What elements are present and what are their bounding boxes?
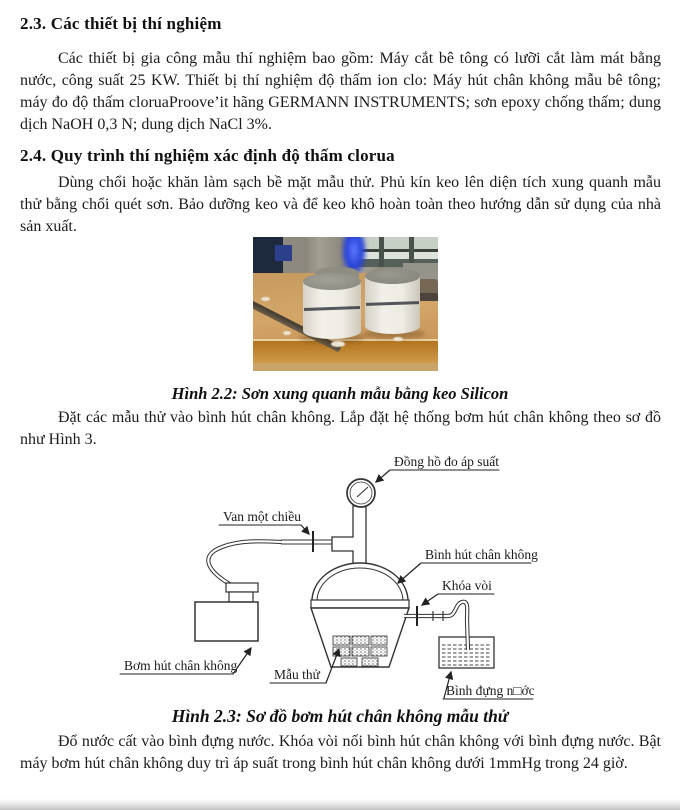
gauge-pipe (332, 506, 366, 572)
photo-debris (261, 297, 270, 301)
label-water-container: Bình đựng n□ớc (446, 683, 535, 698)
label-pressure-gauge: Đồng hồ đo áp suất (394, 455, 499, 469)
photo-table-front (253, 363, 438, 371)
label-vacuum-pump: Bơm hút chân không (124, 658, 238, 673)
label-one-way-valve: Van một chiều (223, 509, 301, 524)
label-tap-valve: Khóa vòi (442, 578, 492, 593)
pressure-gauge (347, 479, 375, 507)
photo-debris (331, 341, 345, 347)
sample-cylinder-left-top (303, 273, 361, 290)
photo-debris (393, 337, 403, 341)
label-vacuum-chamber: Bình hút chân không (425, 547, 538, 562)
sample-cylinder-right-top (365, 268, 420, 284)
label-test-sample: Mẫu thử (274, 667, 320, 682)
pump-tube (208, 531, 332, 586)
setup-paragraph: Đặt các mẫu thử vào bình hút chân không. Lắp đặt hệ thống bơm hút chân không theo sơ đồ như Hình 3. (20, 409, 661, 448)
photo-blue-object (275, 245, 292, 261)
section-2-3-heading: 2.3. Các thiết bị thí nghiệm (20, 14, 222, 33)
photo-table-edge (253, 339, 438, 363)
final-paragraph: Đổ nước cất vào bình đựng nước. Khóa vòi nối bình hút chân không với bình đựng nước. Bật máy bơm hút chân không duy trì áp suất trong bình hút chân không dưới 1mmHg trong 24 giờ. (20, 733, 661, 772)
photo-bench-tool-bar (419, 293, 438, 301)
figure-2-3-caption: Hình 2.3: Sơ đồ bơm hút chân không mẫu thử (171, 706, 509, 726)
section-2-3-paragraph: Các thiết bị gia công mẫu thí nghiệm bao gồm: Máy cắt bê tông có lưỡi cắt làm mát bằng nước, công suất 25 KW. Thiết bị thí nghiệm độ thấm ion clo: Máy hút chân không mẫu bê tông; máy đo độ thấm cloruaProove’it hãng GERMANN INSTRUMENTS; sơn epoxy chống thấm; dung dịch NaOH 0,3 N; dung dịch NaCl 3%. (20, 50, 661, 133)
section-2-4-paragraph: Dùng chổi hoặc khăn làm sạch bề mặt mẫu thử. Phủ kín keo lên diện tích xung quanh mẫu thử bằng chổi quét sơn. Bảo dưỡng keo và để keo khô hoàn toàn theo hướng dẫn sử dụng của nhà sản xuất. (20, 174, 661, 235)
figure-2-2-caption: Hình 2.2: Sơn xung quanh mẫu bằng keo Silicon (171, 384, 509, 403)
vacuum-pump (195, 583, 258, 641)
figure-2-3-diagram (0, 455, 680, 703)
photo-debris (283, 331, 291, 335)
page-scan-edge (0, 799, 680, 810)
section-2-4-heading: 2.4. Quy trình thí nghiệm xác định độ thấm clorua (20, 146, 395, 165)
figure-2-2-photo (253, 237, 438, 371)
